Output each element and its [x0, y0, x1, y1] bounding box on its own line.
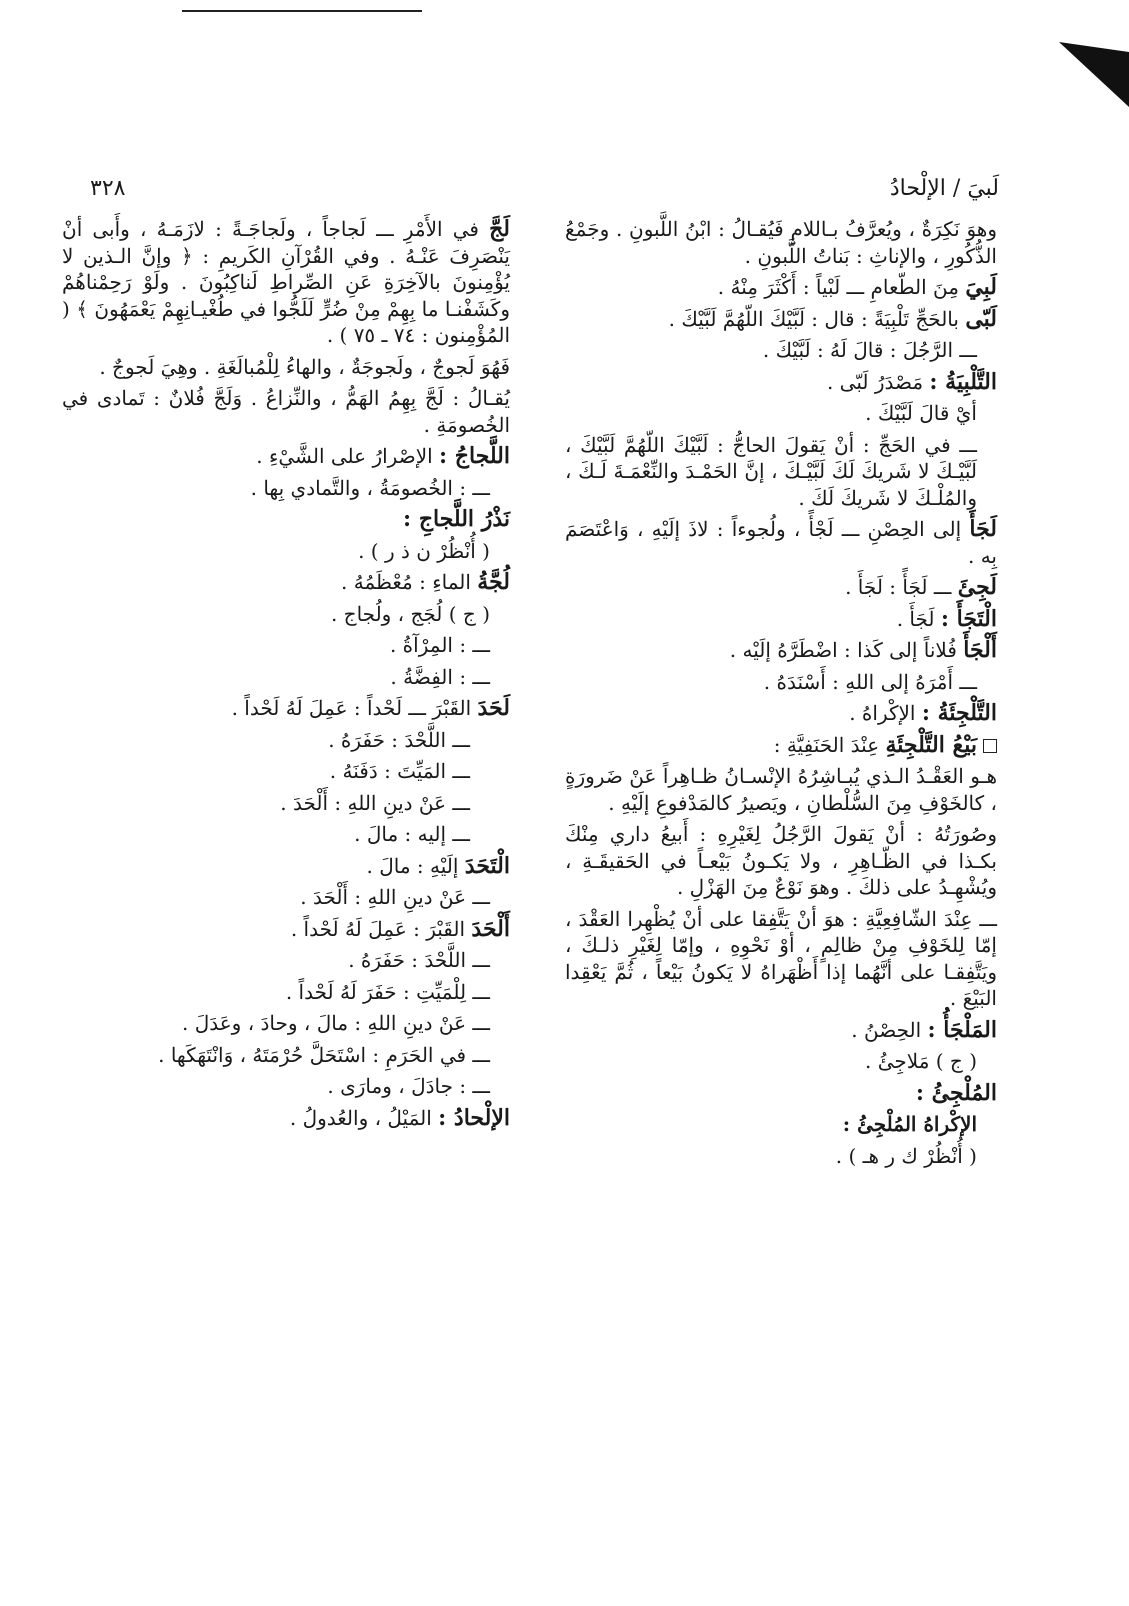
headword: ـــ [979, 906, 997, 931]
definition-text: الماءِ : مُعْظَمُهُ . [341, 570, 478, 594]
headword: لُجَّةُ [477, 569, 510, 595]
definition-text: لِلْمَيِّتِ : حَفَرَ لَهُ لَحْداً . [285, 979, 473, 1004]
page-corner-mark [1059, 42, 1129, 107]
definition-text: فُلاناً إلى كَذا : اضْطَرَّهُ إلَيْه . [729, 638, 964, 662]
dictionary-entry [565, 369, 997, 396]
headword: ـــ [959, 669, 977, 694]
entry-line [62, 601, 510, 628]
entry-line [565, 432, 997, 512]
headword: لَجَأَ [969, 516, 997, 542]
entry-line [565, 763, 997, 816]
dictionary-entry [62, 916, 510, 943]
headword: ـــ [452, 759, 470, 783]
definition-text: عِنْدَ الشّافِعِيَّةِ : هوَ أنْ يَتَّفِقا على أنْ يُظْهِرا العَقْدَ ، إمّا لِلخَوْفِ مِنْ ظالِمٍ ، أوْ نَحْوِهِ ، وإمّا لِغَيْرِ ذلـكَ ، ويَتَّفِقـا على أنَّهُما إذا أَظْهَراهُ لا يَكونُ بَيْعاً ، ثُمَّ يَعْقِدا البَيْعَ . [565, 906, 997, 1010]
definition-text: إلى الحِصْنِ ـــ لَجْأً ، ولُجوءاً : لاذَ إلَيْهِ ، وَاعْتَصَمَ بِه . [565, 517, 997, 568]
definition-text: الحِصْنُ . [851, 1017, 928, 1042]
definition-text: اللَّحْدَ : حَفَرَهُ . [328, 727, 453, 752]
entry-line [62, 385, 510, 438]
definition-text: وصُورَتُهُ : أنْ يَقولَ الرَّجُلُ لِغَيْرِهِ : أَبيعُ داري مِنْكَ بكـذا في الظّـاهِرِ ، ولا يَكـونُ بَيْعـاً في الحَقيقَـةِ ، ويُشْهِـدُ على ذلكَ . وهوَ نَوْعٌ مِنَ الهَزْلِ . [565, 822, 997, 899]
definition-text: ( ج ) لُجَج ، ولُجاج . [330, 601, 490, 626]
definition-text: وهوَ نَكِرَةٌ ، ويُعرَّفُ بـاللامِ فَيُقـالُ : ابْنُ اللَّبونِ . وجَمْعُ الذُّكُورِ ، والإناثِ : بَناتُ اللَّبونِ . [565, 217, 997, 268]
dictionary-entry [62, 569, 510, 596]
entry-line [62, 538, 510, 565]
dictionary-entry [565, 274, 997, 301]
entry-line [565, 1143, 997, 1170]
definition-text: في الأَمْرِ ـــ لَجاجاً ، ولَجاجَـةً : لازَمَـهُ ، وأَبى أنْ يَنْصَرِفَ عَنْـهُ . وفي القُرْآنِ الكَريمِ : ﴿ وإنَّ الـذين لا يُؤْمِنونَ بالآخِرَةِ عَنِ الصِّراطِ لَناكِبُونَ . ولَوْ رَحِمْناهُمْ وكَشَفْنـا ما بِهِمْ مِنْ ضُرٍّ لَلَجُّوا في طُغْيـانِهِمْ يَعْمَهُونَ ﴾ ( المُؤْمِنون : ٧٤ ـ ٧٥ ) . [62, 217, 510, 347]
definition-text: القَبْرَ : عَمِلَ لَهُ لَحْداً . [290, 916, 472, 941]
headword: لَبِيَ [965, 274, 997, 300]
definition-text: المَيِّتَ : دَفَنَهُ . [329, 759, 453, 783]
definition-text: يُقـالُ : لَجَّ بِهِمُ الهَمُّ ، والنِّزاعُ . وَلَجَّ فُلانٌ : تَمادى في الخُصومَةِ . [62, 386, 510, 437]
entry-line [565, 906, 997, 1012]
headword: ـــ [472, 1074, 490, 1098]
definition-text: عَنْ دينِ اللهِ : أَلْحَدَ . [280, 790, 453, 815]
entry-line [62, 821, 510, 848]
entry-line [565, 669, 997, 696]
definition-text: بالحَجِّ تَلْبِيَةً : قال : لَبَّيْكَ اللّهُمَّ لَبَّيْكَ . [668, 306, 966, 331]
definition-text: : جادَلَ ، ومارَى . [327, 1074, 473, 1098]
entry-line [565, 821, 997, 901]
dictionary-entry [62, 695, 510, 722]
headword: ـــ [472, 979, 490, 1004]
entry-line [62, 475, 510, 502]
entry-line [62, 1010, 510, 1037]
definition-text: أَمْرَهُ إلى اللهِ : أَسْنَدَهُ . [763, 669, 960, 694]
definition-text: : المِرْآةُ . [389, 633, 473, 657]
entry-line [62, 632, 510, 659]
dictionary-entry [565, 1017, 997, 1044]
dictionary-entry [565, 637, 997, 664]
headword: الْتَجَأَ : [940, 605, 997, 632]
dictionary-entry [62, 1105, 510, 1132]
headword: المَلْجَأُ : [927, 1016, 997, 1043]
entry-line [565, 216, 997, 269]
definition-text: المَيْلُ ، والعُدولُ . [289, 1105, 439, 1130]
headword: التَّلْبِيَةُ : [929, 368, 997, 395]
entry-line [62, 664, 510, 691]
definition-text: إليه : مالَ . [354, 822, 453, 846]
left-column [62, 216, 510, 1136]
headword: ـــ [472, 1042, 490, 1067]
headword: ـــ [452, 822, 470, 846]
definition-text: ـــ لَجَأً : لَجَأَ . [845, 575, 958, 599]
headword: لَجَّ [489, 216, 510, 242]
dictionary-entry [62, 443, 510, 470]
definition-text: : الخُصومَةُ ، والتَّمادي بِها . [250, 475, 473, 500]
entry-line [565, 1111, 997, 1138]
definition-text: ( ج ) مَلاجِئُ . [865, 1049, 977, 1073]
definition-text: اللَّحْدَ : حَفَرَهُ . [348, 948, 473, 972]
dictionary-entry [565, 1080, 997, 1107]
dictionary-entry [62, 506, 510, 533]
headword: ـــ [472, 633, 490, 657]
definition-text: إلَيْهِ : مالَ . [366, 853, 465, 878]
definition-text: : الفِضَّةُ . [390, 664, 473, 689]
headword: ـــ [452, 727, 470, 752]
headword: ـــ [452, 790, 470, 815]
entry-line [62, 1042, 510, 1069]
entry-line [62, 354, 510, 381]
dictionary-entry [565, 606, 997, 633]
definition-text: الرَّجُلَ : قالَ لَهُ : لَبَّيْكَ . [762, 338, 960, 362]
dictionary-entry [565, 516, 997, 569]
square-bullet-icon [983, 739, 997, 753]
headword: أَلْحَدَ [471, 915, 510, 942]
dictionary-entry [62, 216, 510, 349]
definition-text: القَبْرَ ـــ لَحْداً : عَمِلَ لَهُ لَحْداً . [231, 696, 478, 720]
definition-text: في الحَجِّ : أنْ يَقولَ الحاجُّ : لَبَّيْكَ اللّهُمَّ لَبَّيْكَ ، لَبَّيْـكَ لا شَريكَ لَكَ لَبَّيْـكَ ، إنَّ الحَمْـدَ والنِّعْمَـةَ لَـكَ ، والمُلْـكَ لا شَريكَ لَكَ . [565, 432, 977, 510]
definition-text: لَجَأَ . [896, 606, 941, 631]
headword: المُلْجِئُ : [915, 1079, 997, 1106]
definition-text: في الحَرَمِ : اسْتَحَلَّ حُرْمَتَهُ ، وَانْتَهَكَها . [158, 1042, 473, 1067]
headword: ـــ [959, 432, 977, 457]
entry-line [62, 758, 510, 785]
headword: ـــ [472, 664, 490, 689]
definition-text: عَنْ دينِ اللهِ : أَلْحَدَ . [300, 885, 473, 909]
dictionary-entry [565, 700, 997, 727]
page-number: ٣٢٨ [90, 176, 126, 201]
entry-line [565, 337, 997, 364]
entry-line [62, 790, 510, 817]
definition-text: هـو العَقْـدُ الـذي يُبـاشِرُهُ الإنْسـانُ ظـاهِراً عَنْ ضَرورَةٍ ، كالخَوْفِ مِنَ السُّلْطانِ ، ويَصيرُ كالمَدْفوعِ إلَيْهِ . [565, 764, 997, 815]
headword: التَّلْجِئَةُ : [921, 700, 997, 726]
headword: اللَّجاجُ : [439, 443, 510, 469]
dictionary-entry [62, 853, 510, 880]
definition-text: عَنْ دينِ اللهِ : مالَ ، وحادَ ، وعَدَلَ . [182, 1011, 473, 1035]
headword: بَيْعُ التَّلْجِئَةِ [885, 731, 977, 758]
entry-line [62, 1073, 510, 1100]
definition-text: مِنَ الطّعامِ ـــ لَبْياً : أَكْثَرَ مِنْهُ . [717, 275, 966, 299]
dictionary-entry [565, 732, 997, 759]
headword: ـــ [472, 1011, 490, 1035]
definition-text: ( أُنْظُرْ ك ر هـ ) . [835, 1143, 977, 1168]
headword: الْتَحَدَ [464, 852, 510, 879]
definition-text: فَهُوَ لَجوجٌ ، ولَجوجَةٌ ، والهاءُ لِلْمُبالَغَةِ . وهِيَ لَجوجٌ . [99, 354, 510, 379]
headword: نَذْرُ اللَّجاجِ : [403, 506, 510, 532]
dictionary-entry [565, 574, 997, 601]
definition-text: الإكْراهُ . [849, 701, 922, 725]
definition-text: عِنْدَ الحَنَفِيَّةِ : [773, 732, 886, 757]
dictionary-entry [565, 306, 997, 333]
entry-line [62, 884, 510, 911]
entry-line [62, 727, 510, 754]
entry-line [565, 400, 997, 427]
entry-line [565, 1048, 997, 1075]
definition-text: ( أُنْظُرْ ن ذ ر ) . [358, 538, 490, 563]
headword: الإلْحادُ : [438, 1104, 510, 1131]
definition-text: أيْ قالَ لَبَّيْكَ . [865, 401, 977, 425]
running-head: لَبيَ / الإلْحادُ [889, 176, 999, 201]
headword: ـــ [472, 475, 490, 500]
definition-text: الإصْرارُ على الشَّيْءِ . [256, 444, 440, 468]
entry-line [62, 947, 510, 974]
headword: لَبّى [965, 305, 997, 332]
definition-text: مَصْدَرُ لَبّى . [826, 369, 930, 394]
entry-line [62, 979, 510, 1006]
top-rule [182, 10, 422, 12]
right-column [565, 216, 997, 1174]
headword: ـــ [959, 338, 977, 362]
headword: أَلْجَأَ [963, 637, 997, 663]
headword: الإكْراهُ المُلْجِئُ : [842, 1112, 977, 1136]
headword: ـــ [472, 948, 490, 972]
headword: لَحَدَ [477, 695, 510, 721]
headword: لَجِئَ [957, 574, 997, 600]
headword: ـــ [472, 885, 490, 909]
